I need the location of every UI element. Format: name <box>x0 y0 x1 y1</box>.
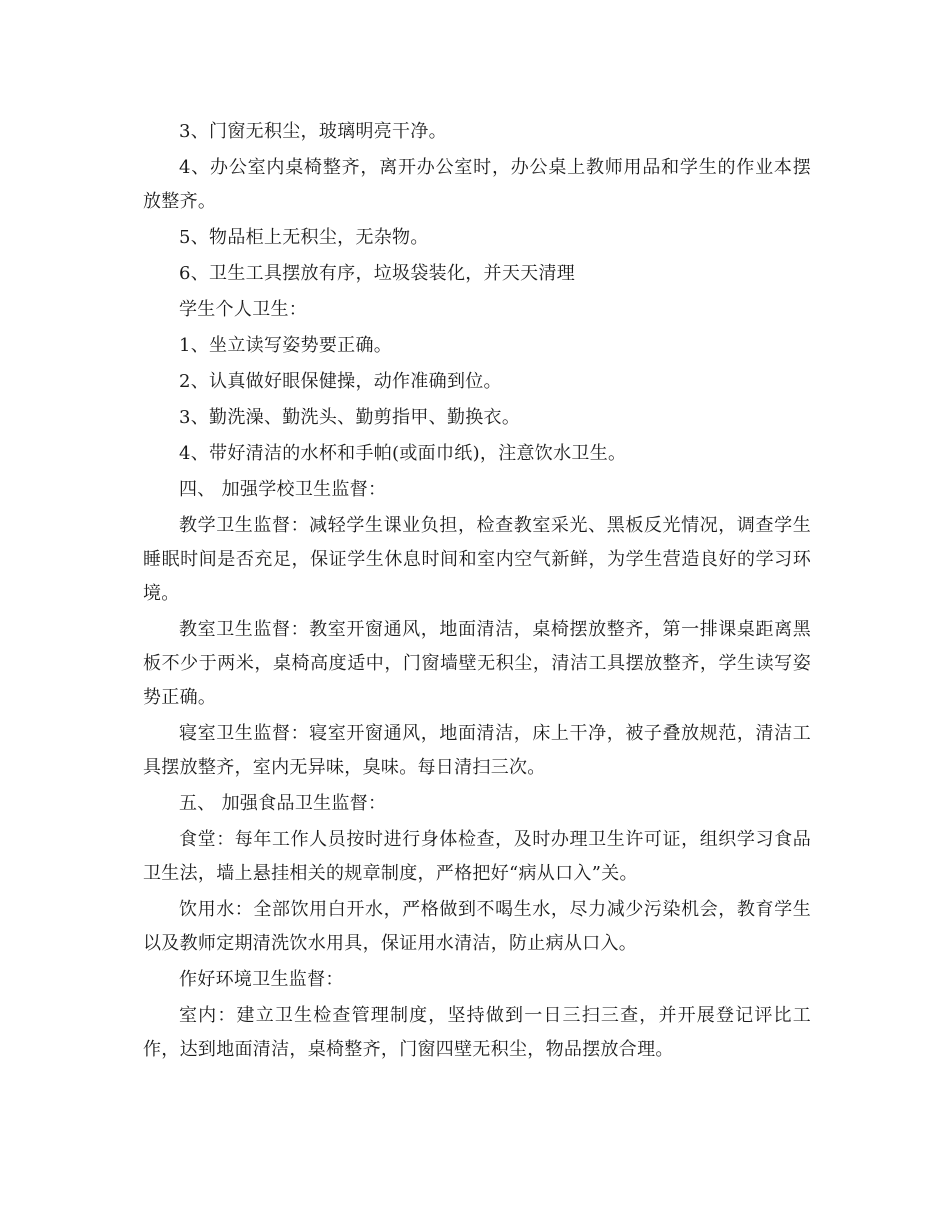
document-body <box>143 115 811 1069</box>
paragraph-canteen: 食堂：每年工作人员按时进行身体检查，及时办理卫生许可证，组织学习食品卫生法，墙上悬挂相关的规章制度，严格把好“病从口入”关。 <box>143 829 811 884</box>
paragraph-posture: 1、坐立读写姿势要正确。 <box>179 335 393 356</box>
paragraph-window-dust: 3、门窗无积尘，玻璃明亮干净。 <box>179 121 447 142</box>
paragraph-water-cup: 4、带好清洁的水杯和手帕(或面巾纸)，注意饮水卫生。 <box>179 443 627 464</box>
paragraph-indoor: 室内：建立卫生检查管理制度，坚持做到一日三扫三查，并开展登记评比工作，达到地面清洁，桌椅整齐，门窗四壁无积尘，物品摆放合理。 <box>143 1005 811 1060</box>
heading-student-hygiene: 学生个人卫生： <box>179 299 308 320</box>
paragraph-classroom-supervision: 教室卫生监督：教室开窗通风，地面清洁，桌椅摆放整齐，第一排课桌距离黑板不少于两米，桌椅高度适中，门窗墙壁无积尘，清洁工具摆放整齐，学生读写姿势正确。 <box>143 619 811 708</box>
heading-environment-supervision: 作好环境卫生监督： <box>179 969 344 990</box>
heading-food-supervision: 五、 加强食品卫生监督： <box>179 793 387 814</box>
paragraph-dorm-supervision: 寝室卫生监督：寝室开窗通风，地面清洁，床上干净，被子叠放规范，清洁工具摆放整齐，室内无异味，臭味。每日清扫三次。 <box>143 723 811 778</box>
paragraph-drinking-water: 饮用水：全部饮用白开水，严格做到不喝生水，尽力减少污染机会，教育学生以及教师定期清洗饮水用具，保证用水清洁，防止病从口入。 <box>143 899 811 954</box>
paragraph-washing: 3、勤洗澡、勤洗头、勤剪指甲、勤换衣。 <box>179 407 521 428</box>
paragraph-eye-exercise: 2、认真做好眼保健操，动作准确到位。 <box>179 371 502 392</box>
paragraph-cabinet: 5、物品柜上无积尘，无杂物。 <box>179 227 429 248</box>
paragraph-office-desks: 4、办公室内桌椅整齐，离开办公室时，办公桌上教师用品和学生的作业本摆放整齐。 <box>143 157 811 212</box>
paragraph-teaching-supervision: 教学卫生监督：减轻学生课业负担，检查教室采光、黑板反光情况，调查学生睡眠时间是否充足，保证学生休息时间和室内空气新鲜，为学生营造良好的学习环境。 <box>143 515 811 604</box>
heading-school-supervision: 四、 加强学校卫生监督： <box>179 479 387 500</box>
paragraph-cleaning-tools: 6、卫生工具摆放有序，垃圾袋装化，并天天清理 <box>179 263 576 284</box>
